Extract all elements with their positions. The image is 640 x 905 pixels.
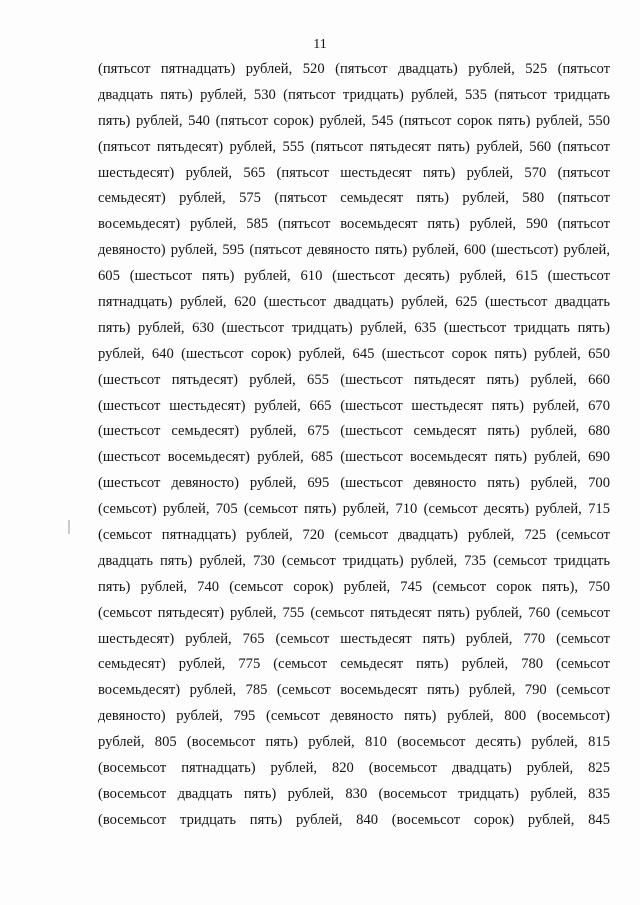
text-line: семьдесят) рублей, 775 (семьсот семьдесят пять) рублей, 780 (семьсот [98,656,610,673]
text-line: семьдесят) рублей, 575 (пятьсот семьдесят пять) рублей, 580 (пятьсот [98,190,610,207]
text-line: (шестьсот пятьдесят) рублей, 655 (шестьсот пятьдесят пять) рублей, 660 [98,371,610,388]
body-text [98,57,610,834]
text-line: (шестьсот восемьдесят) рублей, 685 (шестьсот восемьдесят пять) рублей, 690 [98,449,610,466]
text-line: восемьдесят) рублей, 785 (семьсот восемьдесят пять) рублей, 790 (семьсот [98,682,610,699]
text-line: (шестьсот семьдесят) рублей, 675 (шестьсот семьдесят пять) рублей, 680 [98,423,610,440]
text-line: пять) рублей, 540 (пятьсот сорок) рублей, 545 (пятьсот сорок пять) рублей, 550 [98,112,610,129]
page-number: 11 [313,37,327,52]
text-line: шестьдесят) рублей, 765 (семьсот шестьдесят пять) рублей, 770 (семьсот [98,630,610,647]
text-line: (пятьсот пятнадцать) рублей, 520 (пятьсот двадцать) рублей, 525 (пятьсот [98,61,610,77]
text-line: (восемьсот тридцать пять) рублей, 840 (восемьсот сорок) рублей, 845 [98,811,610,828]
text-line: (семьсот пятьдесят) рублей, 755 (семьсот пятьдесят пять) рублей, 760 (семьсот [98,604,610,621]
text-line: рублей, 805 (восемьсот пять) рублей, 810 (восемьсот десять) рублей, 815 [98,734,610,751]
text-line: (шестьсот шестьдесят) рублей, 665 (шестьсот шестьдесят пять) рублей, 670 [98,397,610,414]
text-line: рублей, 640 (шестьсот сорок) рублей, 645 (шестьсот сорок пять) рублей, 650 [98,345,610,362]
text-line: (семьсот) рублей, 705 (семьсот пять) рублей, 710 (семьсот десять) рублей, 715 [98,501,610,518]
text-line: девяносто) рублей, 795 (семьсот девяносто пять) рублей, 800 (восемьсот) [98,708,610,725]
text-line: (шестьсот девяносто) рублей, 695 (шестьсот девяносто пять) рублей, 700 [98,475,610,492]
text-line: двадцать пять) рублей, 530 (пятьсот тридцать) рублей, 535 (пятьсот тридцать [98,86,610,103]
text-line: пятнадцать) рублей, 620 (шестьсот двадцать) рублей, 625 (шестьсот двадцать [98,294,610,311]
text-line: девяносто) рублей, 595 (пятьсот девяносто пять) рублей, 600 (шестьсот) рублей, [98,242,610,259]
text-line: (восемьсот двадцать пять) рублей, 830 (восемьсот тридцать) рублей, 835 [98,785,610,802]
text-line: (семьсот пятнадцать) рублей, 720 (семьсот двадцать) рублей, 725 (семьсот [98,527,610,544]
text-line: (пятьсот пятьдесят) рублей, 555 (пятьсот пятьдесят пять) рублей, 560 (пятьсот [98,138,610,155]
text-line: пять) рублей, 740 (семьсот сорок) рублей, 745 (семьсот сорок пять), 750 [98,578,610,595]
text-line: шестьдесят) рублей, 565 (пятьсот шестьдесят пять) рублей, 570 (пятьсот [98,164,610,181]
text-line: (восемьсот пятнадцать) рублей, 820 (восемьсот двадцать) рублей, 825 [98,760,610,777]
text-line: двадцать пять) рублей, 730 (семьсот тридцать) рублей, 735 (семьсот тридцать [98,552,610,569]
text-line: 605 (шестьсот пять) рублей, 610 (шестьсот десять) рублей, 615 (шестьсот [98,268,610,285]
text-line: пять) рублей, 630 (шестьсот тридцать) рублей, 635 (шестьсот тридцать пять) [98,319,610,336]
scan-margin-mark [68,520,70,534]
text-line: восемьдесят) рублей, 585 (пятьсот восемьдесят пять) рублей, 590 (пятьсот [98,216,610,233]
